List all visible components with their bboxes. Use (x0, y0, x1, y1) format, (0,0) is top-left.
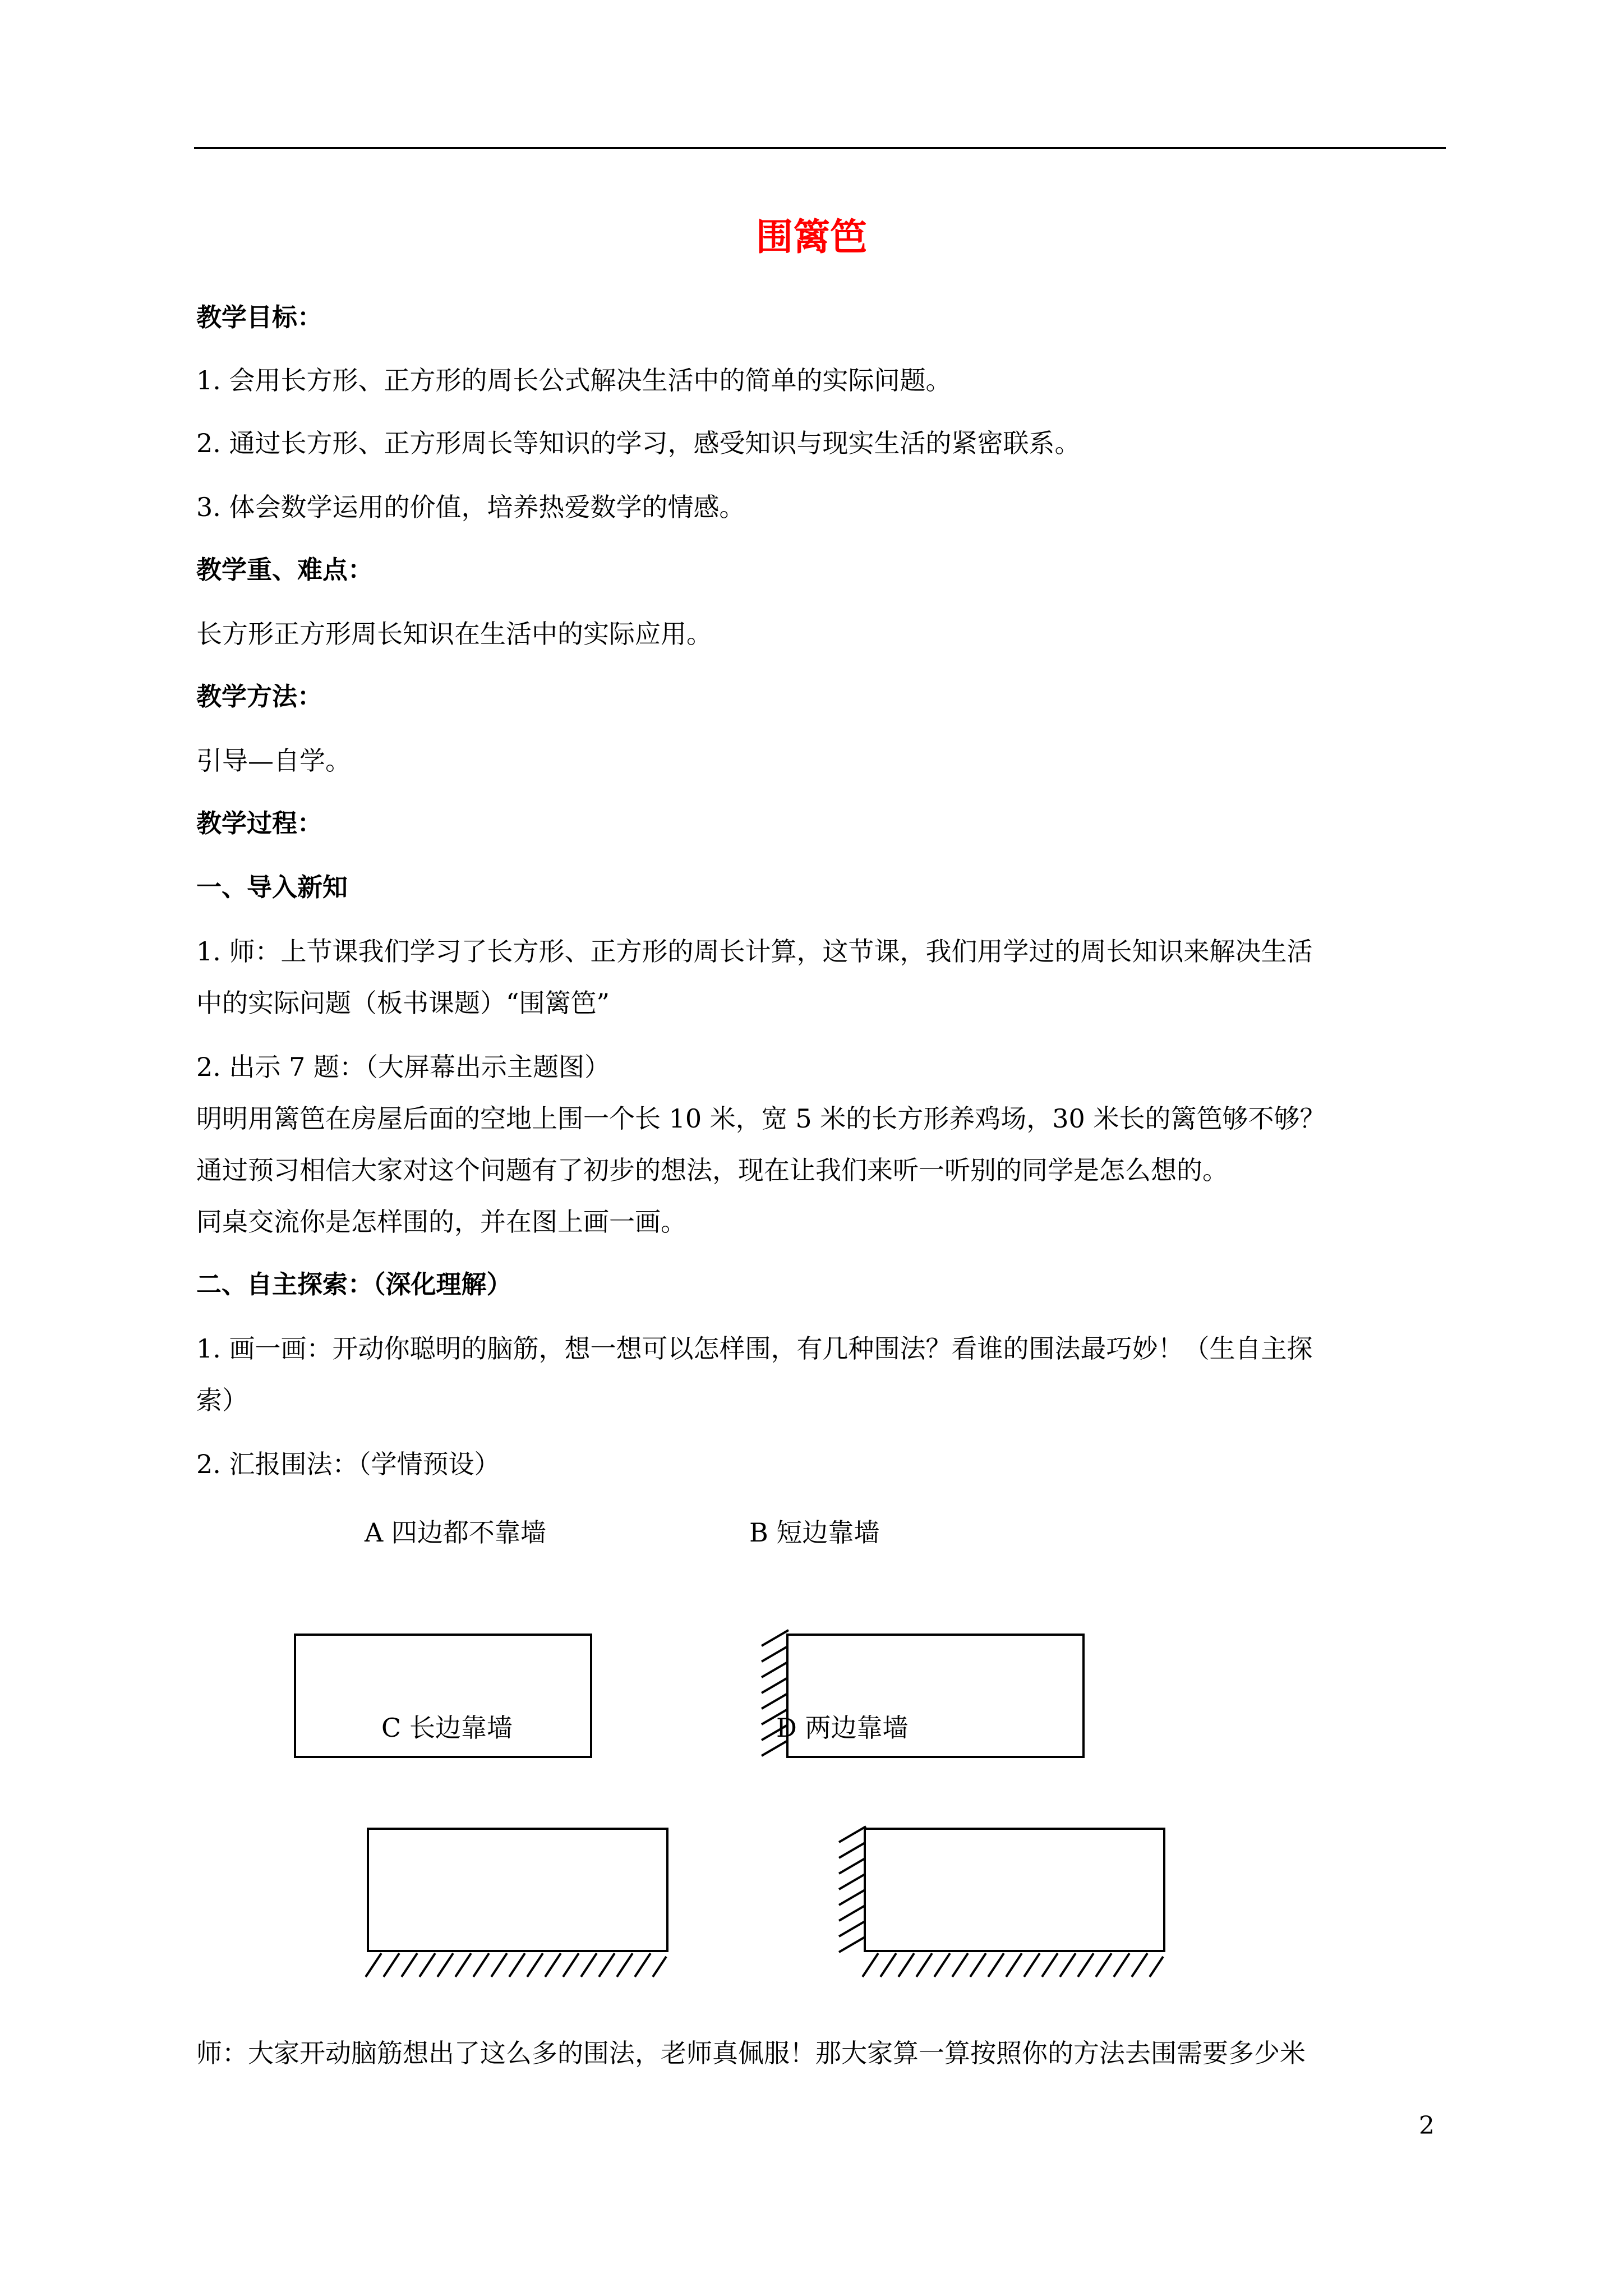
objective-2: 2. 通过长方形、正方形周长等知识的学习，感受知识与现实生活的紧密联系。 (196, 428, 1081, 458)
heading-methods: 教学方法： (196, 682, 323, 711)
problem-statement: 明明用篱笆在房屋后面的空地上围一个长 10 米，宽 5 米的长方形养鸡场，30 米长的篱笆够不够？ (196, 1103, 1326, 1134)
paragraph-line: 中的实际问题（板书课题）“围篱笆” (196, 988, 610, 1018)
paragraph-line: 2. 出示 7 题：（大屏幕出示主题图） (196, 1052, 611, 1082)
section-2-heading: 二、自主探索：（深化理解） (196, 1269, 512, 1299)
heading-process: 教学过程： (196, 808, 323, 838)
figure-b-caption: B 短边靠墙 (749, 1517, 880, 1548)
paragraph-line: 索） (196, 1385, 248, 1415)
heading-objectives: 教学目标： (196, 302, 323, 332)
heading-key-points: 教学重、难点： (196, 555, 374, 585)
paragraph-line: 师：大家开动脑筋想出了这么多的围法，老师真佩服！那大家算一算按照你的方法去围需要多少米 (196, 2038, 1306, 2068)
paragraph-line: 2. 汇报围法：（学情预设） (196, 1449, 500, 1479)
page-title: 围篱笆 (756, 215, 867, 259)
figure-a-caption: A 四边都不靠墙 (365, 1517, 546, 1548)
paragraph-line: 1. 画一画：开动你聪明的脑筋，想一想可以怎样围，有几种围法？看谁的围法最巧妙！（生自主探 (196, 1333, 1313, 1364)
objective-3: 3. 体会数学运用的价值，培养热爱数学的情感。 (196, 492, 745, 522)
figure-d-rectangle (864, 1828, 1165, 1952)
paragraph-line: 同桌交流你是怎样围的，并在图上画一画。 (196, 1207, 686, 1237)
paragraph-line: 1. 师：上节课我们学习了长方形、正方形的周长计算，这节课，我们用学过的周长知识来解决生活 (196, 936, 1313, 967)
section-1-heading: 一、导入新知 (196, 872, 348, 902)
objective-1: 1. 会用长方形、正方形的周长公式解决生活中的简单的实际问题。 (196, 365, 952, 395)
paragraph-line: 通过预习相信大家对这个问题有了初步的想法，现在让我们来听一听别的同学是怎么想的。 (196, 1155, 1228, 1185)
figure-c-rectangle (367, 1828, 668, 1952)
key-points-text: 长方形正方形周长知识在生活中的实际应用。 (196, 619, 712, 649)
figure-d-left-wall-hatch (834, 1823, 868, 1958)
figure-d-caption: D 两边靠墙 (776, 1713, 909, 1743)
page-number: 2 (1419, 2111, 1435, 2140)
header-rule (194, 147, 1446, 149)
figure-c-wall-hatch (365, 1950, 667, 1984)
methods-text: 引导—自学。 (196, 746, 351, 776)
figure-d-bottom-wall-hatch (861, 1950, 1164, 1984)
figure-c-caption: C 长边靠墙 (381, 1713, 513, 1743)
